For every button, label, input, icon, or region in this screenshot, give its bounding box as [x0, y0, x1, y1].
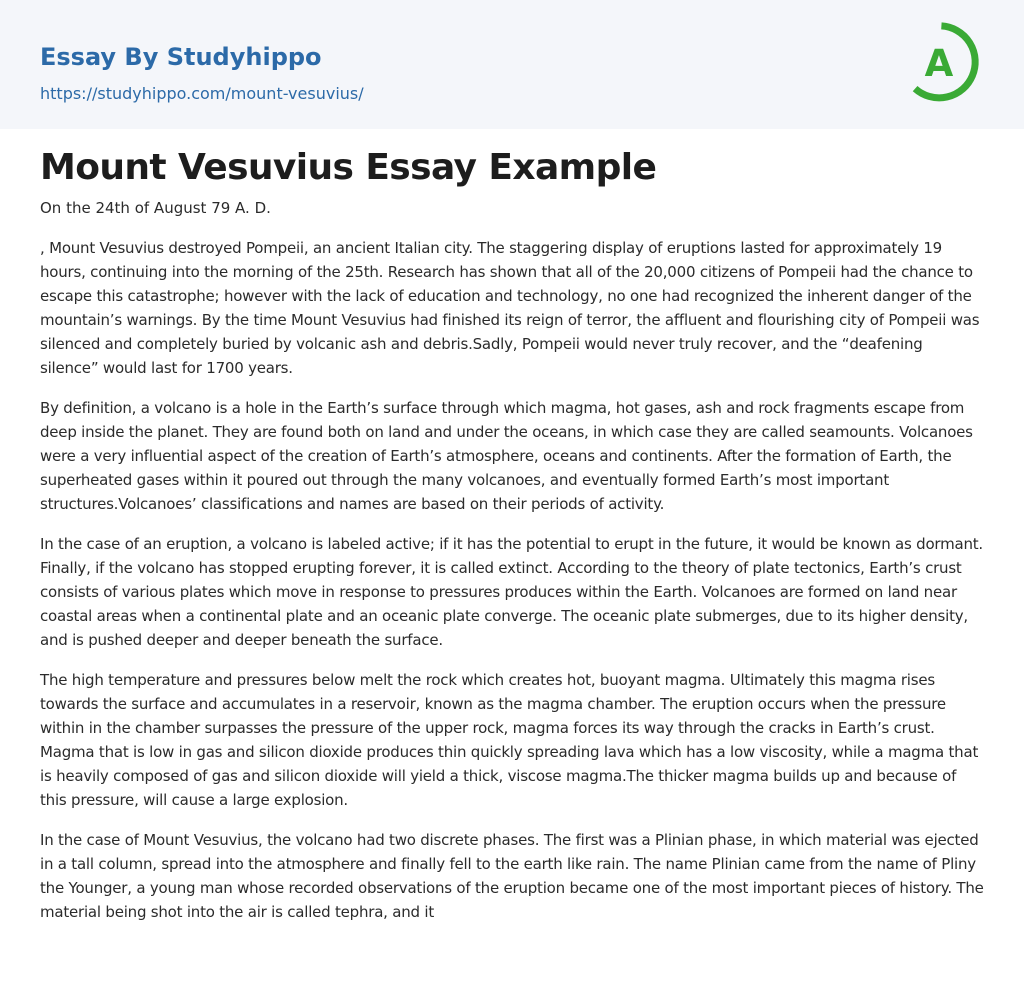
paragraph: In the case of Mount Vesuvius, the volcano had two discrete phases. The first was a Plinian phase, in which material was ejected in a tall column, spread into the atmosphere and finally fell to the earth like rain. The name Plinian came from the name of Pliny the Younger, a young man whose recorded observations of the eruption became one of the most important pieces of history. The material being shot into the air is called tephra, and it	[40, 831, 984, 921]
studyhippo-logo-icon[interactable]	[910, 19, 986, 105]
paragraph: The high temperature and pressures below melt the rock which creates hot, buoyant magma. Ultimately this magma rises towards the surface and accumulates in a reservoir, known as the magma chamber. The eruption occurs when the pressure within in the chamber surpasses the pressure of the upper rock, magma forces its way through the cracks in Earth’s crust. Magma that is low in gas and silicon dioxide produces thin quickly spreading lava which has a low viscosity, while a magma that is heavily composed of gas and silicon dioxide will yield a thick, viscose magma.The thicker magma builds up and because of this pressure, will cause a large explosion.	[40, 671, 979, 809]
paragraph: , Mount Vesuvius destroyed Pompeii, an ancient Italian city. The staggering display of eruptions lasted for approximately 19 hours, continuing into the morning of the 25th. Research has shown that all of the 20,000 citizens of Pompeii had the chance to escape this catastrophe; however with the lack of education and technology, no one had recognized the inherent danger of the mountain’s warnings. By the time Mount Vesuvius had finished its reign of terror, the affluent and flourishing city of Pompeii was silenced and completely buried by volcanic ash and debris.Sadly, Pompeii would never truly recover, and the “deafening silence” would last for 1700 years.	[40, 239, 980, 377]
paragraph: By definition, a volcano is a hole in the Earth’s surface through which magma, hot gases, ash and rock fragments escape from deep inside the planet. They are found both on land and under the oceans, in which case they are called seamounts. Volcanoes were a very influential aspect of the creation of Earth’s atmosphere, oceans and continents. After the formation of Earth, the superheated gases within it poured out through the many volcanoes, and eventually formed Earth’s most important structures.Volcanoes’ classifications and names are based on their periods of activity.	[40, 399, 973, 513]
site-header	[0, 0, 1024, 129]
page-url-link[interactable]: https://studyhippo.com/mount-vesuvius/	[40, 84, 364, 103]
logo-letter: A	[924, 42, 954, 85]
page-title: Mount Vesuvius Essay Example	[40, 147, 657, 188]
intro-line: On the 24th of August 79 A. D.	[40, 199, 271, 217]
site-title[interactable]: Essay By Studyhippo	[40, 43, 322, 71]
paragraph: In the case of an eruption, a volcano is labeled active; if it has the potential to erupt in the future, it would be known as dormant. Finally, if the volcano has stopped erupting forever, it is called extinct. According to the theory of plate tectonics, Earth’s crust consists of various plates which move in response to pressures produces within the Earth. Volcanoes are formed on land near coastal areas when a continental plate and an oceanic plate converge. The oceanic plate submerges, due to its higher density, and is pushed deeper and deeper beneath the surface.	[40, 535, 983, 649]
article	[40, 140, 984, 940]
